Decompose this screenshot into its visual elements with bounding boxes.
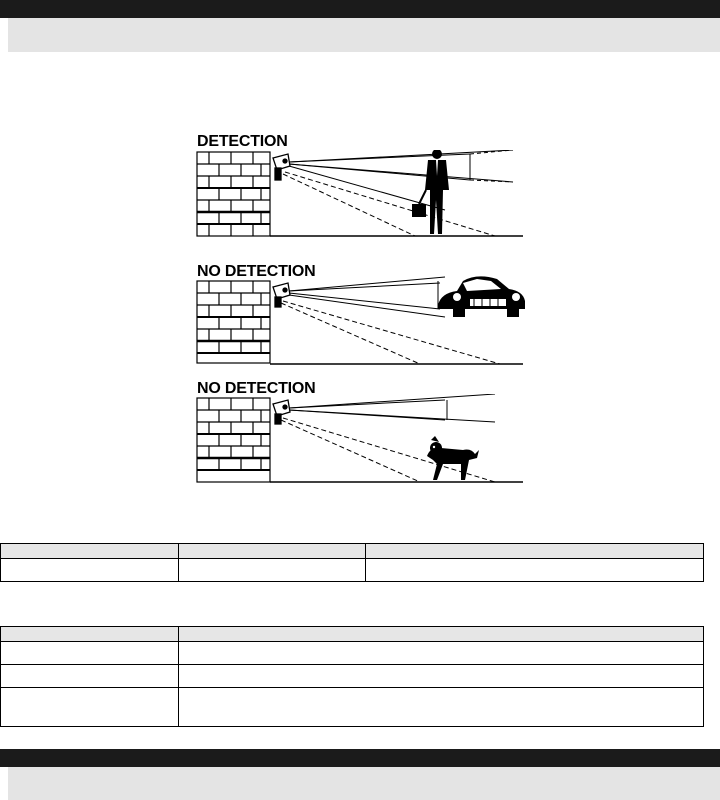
- panel-label-detection: DETECTION: [197, 133, 288, 150]
- specs-table-1: [0, 543, 704, 582]
- panel-label-no-detection-car: NO DETECTION: [197, 263, 316, 280]
- table-cell: [179, 642, 704, 665]
- table-row: [1, 559, 704, 582]
- table-cell: [179, 559, 366, 582]
- detection-illustration: [195, 130, 530, 490]
- table-row: [1, 688, 704, 727]
- dog-icon: [427, 436, 479, 480]
- car-icon: [438, 276, 525, 317]
- table-cell: [179, 665, 704, 688]
- table-cell: [179, 688, 704, 727]
- no-detection-dog-scene: [195, 394, 530, 486]
- table-header-row: [1, 544, 704, 559]
- table-header-cell: [366, 544, 704, 559]
- walking-man-icon: [412, 150, 449, 234]
- table-header-cell: [179, 544, 366, 559]
- bottom-subheader-bar: [8, 767, 720, 800]
- table-cell: [1, 559, 179, 582]
- table-header-cell: [179, 627, 704, 642]
- table-header-cell: [1, 627, 179, 642]
- brick-wall: [197, 398, 270, 482]
- brick-wall: [197, 281, 270, 363]
- top-subheader-bar: [8, 18, 720, 52]
- table-header-cell: [1, 544, 179, 559]
- table-cell: [1, 642, 179, 665]
- bottom-header-bar: [0, 749, 720, 767]
- table-cell: [1, 688, 179, 727]
- top-header-bar: [0, 0, 720, 18]
- detection-scene: [195, 150, 530, 240]
- table-cell: [1, 665, 179, 688]
- table-cell: [366, 559, 704, 582]
- sensor-beams: [283, 150, 513, 236]
- table-row: [1, 665, 704, 688]
- brick-wall: [197, 152, 270, 236]
- table-row: [1, 642, 704, 665]
- specs-table-2: [0, 626, 704, 727]
- no-detection-car-scene: [195, 273, 530, 368]
- panel-label-no-detection-dog: NO DETECTION: [197, 380, 316, 397]
- table-header-row: [1, 627, 704, 642]
